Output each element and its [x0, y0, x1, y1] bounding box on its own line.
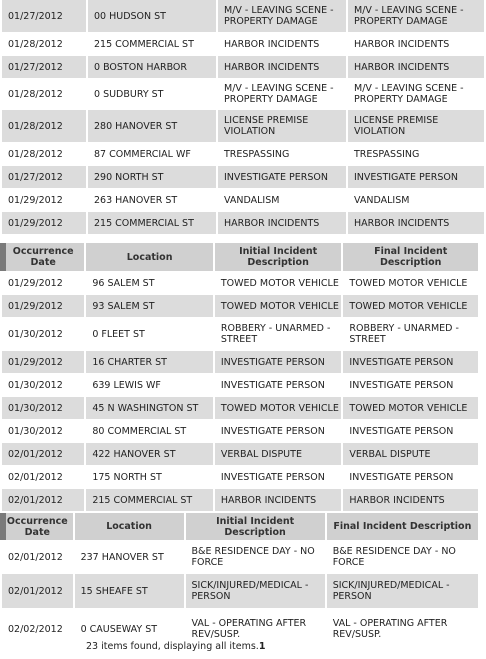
- cell-final-description: SICK/INJURED/MEDICAL - PERSON: [326, 574, 478, 608]
- table-row: [2, 351, 478, 373]
- table-row: [2, 188, 484, 212]
- cell-final-description: VERBAL DISPUTE: [342, 443, 478, 465]
- cell-date: 01/29/2012: [2, 295, 85, 317]
- cell-date: 02/02/2012: [2, 608, 74, 650]
- table-row: [2, 271, 478, 295]
- cell-location: 263 HANOVER ST: [87, 188, 217, 212]
- cell-initial-description: VAL - OPERATING AFTER REV/SUSP.: [185, 608, 326, 650]
- cell-location: 215 COMMERCIAL ST: [85, 489, 214, 511]
- cell-location: 87 COMMERCIAL WF: [87, 142, 217, 166]
- column-header-location: Location: [74, 513, 185, 540]
- cell-initial-description: TRESPASSING: [217, 142, 347, 166]
- cell-final-description: INVESTIGATE PERSON: [342, 373, 478, 397]
- table-row: [2, 0, 484, 32]
- column-header-date: Occurrence Date: [2, 513, 74, 540]
- cell-initial-description: INVESTIGATE PERSON: [214, 351, 343, 373]
- cell-date: 01/28/2012: [2, 78, 87, 110]
- cell-date: 02/01/2012: [2, 489, 85, 511]
- column-header-date: Occurrence Date: [2, 243, 85, 271]
- cell-initial-description: INVESTIGATE PERSON: [214, 419, 343, 443]
- cell-final-description: HARBOR INCIDENTS: [347, 56, 484, 78]
- table-row: [2, 489, 478, 511]
- cell-date: 01/29/2012: [2, 188, 87, 212]
- cell-date: 01/30/2012: [2, 373, 85, 397]
- cell-initial-description: TOWED MOTOR VEHICLE: [214, 271, 343, 295]
- table-row: [2, 419, 478, 443]
- cell-location: 93 SALEM ST: [85, 295, 214, 317]
- cell-initial-description: INVESTIGATE PERSON: [217, 166, 347, 188]
- column-header-final: Final Incident Description: [326, 513, 478, 540]
- cell-location: 00 HUDSON ST: [87, 0, 217, 32]
- table-row: [2, 397, 478, 419]
- table-row: [2, 540, 478, 574]
- cell-location: 290 NORTH ST: [87, 166, 217, 188]
- table-row: [2, 373, 478, 397]
- cell-location: 16 CHARTER ST: [85, 351, 214, 373]
- cell-location: 237 HANOVER ST: [74, 540, 185, 574]
- cell-initial-description: B&E RESIDENCE DAY - NO FORCE: [185, 540, 326, 574]
- incident-table-2: [2, 243, 478, 511]
- cell-initial-description: M/V - LEAVING SCENE - PROPERTY DAMAGE: [217, 0, 347, 32]
- cell-location: 15 SHEAFE ST: [74, 574, 185, 608]
- cell-location: 280 HANOVER ST: [87, 110, 217, 142]
- cell-location: 422 HANOVER ST: [85, 443, 214, 465]
- table-row: [2, 317, 478, 351]
- table-header-row: [2, 513, 478, 540]
- cell-location: 0 FLEET ST: [85, 317, 214, 351]
- cell-final-description: TOWED MOTOR VEHICLE: [342, 397, 478, 419]
- cell-date: 01/30/2012: [2, 317, 85, 351]
- incident-table-3: [2, 513, 478, 650]
- cell-initial-description: VERBAL DISPUTE: [214, 443, 343, 465]
- cell-location: 639 LEWIS WF: [85, 373, 214, 397]
- column-header-location: Location: [85, 243, 214, 271]
- column-header-final: Final Incident Description: [342, 243, 478, 271]
- table-row: [2, 212, 484, 234]
- cell-final-description: INVESTIGATE PERSON: [347, 166, 484, 188]
- cell-initial-description: ROBBERY - UNARMED - STREET: [214, 317, 343, 351]
- cell-date: 01/27/2012: [2, 0, 87, 32]
- cell-final-description: INVESTIGATE PERSON: [342, 351, 478, 373]
- left-edge-strip: [0, 513, 6, 540]
- cell-date: 02/01/2012: [2, 540, 74, 574]
- cell-initial-description: M/V - LEAVING SCENE - PROPERTY DAMAGE: [217, 78, 347, 110]
- table-row: [2, 166, 484, 188]
- cell-final-description: HARBOR INCIDENTS: [342, 489, 478, 511]
- cell-initial-description: TOWED MOTOR VEHICLE: [214, 397, 343, 419]
- cell-location: 45 N WASHINGTON ST: [85, 397, 214, 419]
- cell-initial-description: TOWED MOTOR VEHICLE: [214, 295, 343, 317]
- left-edge-strip: [0, 243, 6, 271]
- cell-final-description: INVESTIGATE PERSON: [342, 465, 478, 489]
- cell-initial-description: VANDALISM: [217, 188, 347, 212]
- cell-initial-description: HARBOR INCIDENTS: [217, 56, 347, 78]
- table-row: [2, 465, 478, 489]
- cell-final-description: HARBOR INCIDENTS: [347, 212, 484, 234]
- cell-location: 80 COMMERCIAL ST: [85, 419, 214, 443]
- cell-final-description: M/V - LEAVING SCENE - PROPERTY DAMAGE: [347, 78, 484, 110]
- cell-date: 01/28/2012: [2, 32, 87, 56]
- cell-final-description: B&E RESIDENCE DAY - NO FORCE: [326, 540, 478, 574]
- cell-date: 01/28/2012: [2, 142, 87, 166]
- cell-date: 01/27/2012: [2, 166, 87, 188]
- cell-date: 01/28/2012: [2, 110, 87, 142]
- table-row: [2, 32, 484, 56]
- column-header-initial: Initial Incident Description: [185, 513, 326, 540]
- cell-date: 02/01/2012: [2, 574, 74, 608]
- incident-table-1: [2, 0, 484, 234]
- cell-date: 01/30/2012: [2, 397, 85, 419]
- cell-initial-description: HARBOR INCIDENTS: [214, 489, 343, 511]
- cell-location: 175 NORTH ST: [85, 465, 214, 489]
- cell-final-description: LICENSE PREMISE VIOLATION: [347, 110, 484, 142]
- cell-date: 02/01/2012: [2, 465, 85, 489]
- cell-final-description: VAL - OPERATING AFTER REV/SUSP.: [326, 608, 478, 650]
- results-footer: [86, 641, 265, 652]
- cell-final-description: VANDALISM: [347, 188, 484, 212]
- cell-final-description: TRESPASSING: [347, 142, 484, 166]
- cell-location: 0 BOSTON HARBOR: [87, 56, 217, 78]
- cell-final-description: HARBOR INCIDENTS: [347, 32, 484, 56]
- cell-initial-description: INVESTIGATE PERSON: [214, 465, 343, 489]
- cell-date: 01/27/2012: [2, 56, 87, 78]
- cell-final-description: M/V - LEAVING SCENE - PROPERTY DAMAGE: [347, 0, 484, 32]
- cell-initial-description: HARBOR INCIDENTS: [217, 212, 347, 234]
- cell-final-description: ROBBERY - UNARMED - STREET: [342, 317, 478, 351]
- cell-date: 01/29/2012: [2, 271, 85, 295]
- cell-final-description: TOWED MOTOR VEHICLE: [342, 295, 478, 317]
- table-row: [2, 110, 484, 142]
- page-number-link[interactable]: 1: [258, 641, 266, 652]
- cell-date: 01/29/2012: [2, 351, 85, 373]
- table-row: [2, 56, 484, 78]
- results-count-text: 23 items found, displaying all items.: [86, 641, 259, 652]
- table-row: [2, 443, 478, 465]
- cell-initial-description: INVESTIGATE PERSON: [214, 373, 343, 397]
- cell-location: 0 SUDBURY ST: [87, 78, 217, 110]
- table-header-row: [2, 243, 478, 271]
- table-row: [2, 295, 478, 317]
- cell-location: 0 CAUSEWAY ST: [74, 608, 185, 650]
- cell-location: 96 SALEM ST: [85, 271, 214, 295]
- cell-date: 01/29/2012: [2, 212, 87, 234]
- cell-final-description: TOWED MOTOR VEHICLE: [342, 271, 478, 295]
- cell-initial-description: SICK/INJURED/MEDICAL - PERSON: [185, 574, 326, 608]
- cell-final-description: INVESTIGATE PERSON: [342, 419, 478, 443]
- column-header-initial: Initial Incident Description: [214, 243, 343, 271]
- cell-initial-description: LICENSE PREMISE VIOLATION: [217, 110, 347, 142]
- table-row: [2, 142, 484, 166]
- cell-initial-description: HARBOR INCIDENTS: [217, 32, 347, 56]
- cell-location: 215 COMMERCIAL ST: [87, 212, 217, 234]
- table-row: [2, 574, 478, 608]
- cell-date: 01/30/2012: [2, 419, 85, 443]
- table-row: [2, 78, 484, 110]
- cell-location: 215 COMMERCIAL ST: [87, 32, 217, 56]
- cell-date: 02/01/2012: [2, 443, 85, 465]
